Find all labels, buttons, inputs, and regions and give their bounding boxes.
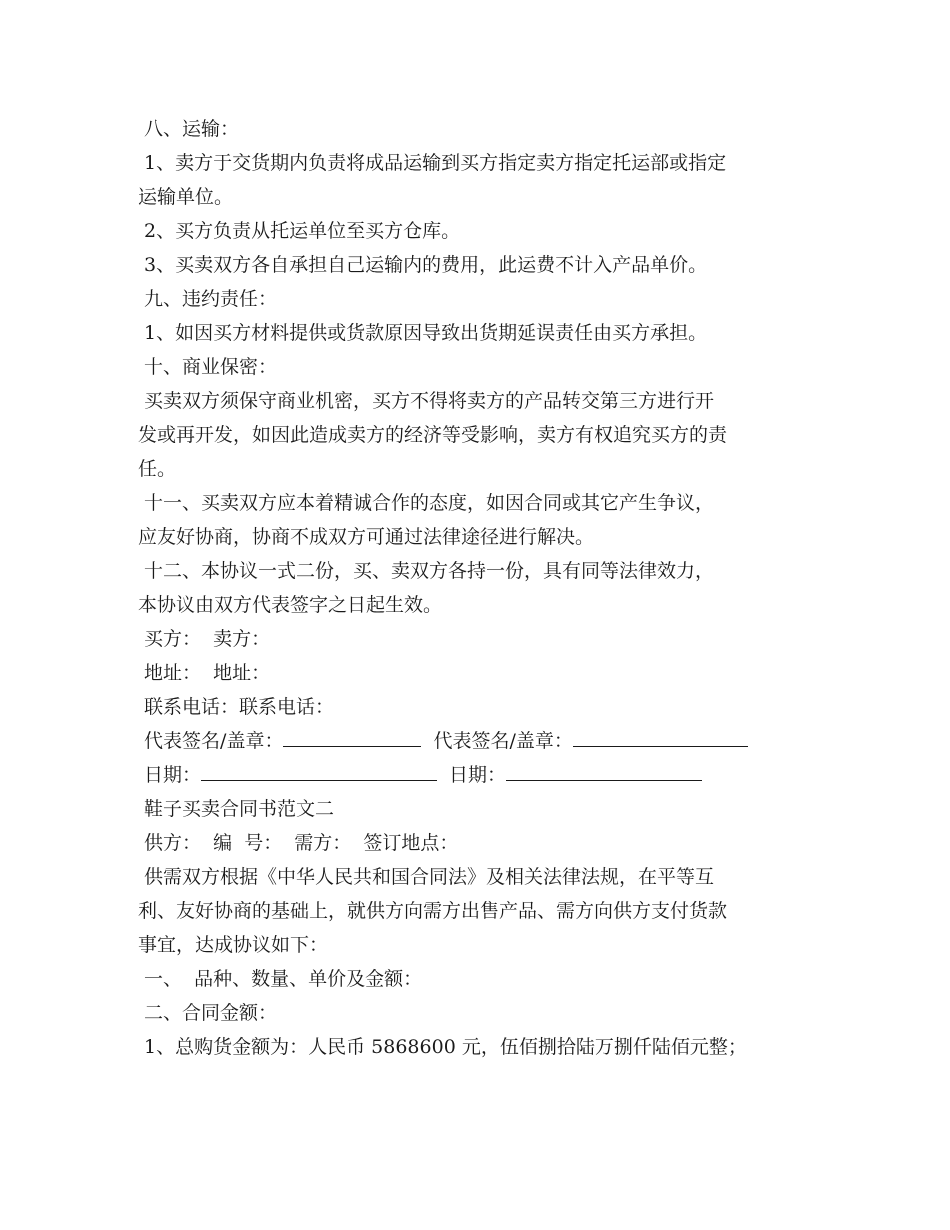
seller-date-blank: [506, 758, 702, 781]
date-row: [138, 758, 814, 792]
paragraph-line: 买卖双方须保守商业机密，买方不得将卖方的产品转交第三方进行开: [138, 390, 715, 412]
paragraph-line: 事宜，达成协议如下：: [138, 934, 329, 956]
section-heading-breach: 九、违约责任：: [138, 288, 278, 310]
section-heading-amount: 二、合同金额：: [138, 1002, 278, 1024]
phone-row: 联系电话：联系电话：: [138, 696, 335, 718]
paragraph-line: 发或再开发，如因此造成卖方的经济等受影响，卖方有权追究买方的责: [138, 424, 728, 446]
paragraph-line: 1、如因买方材料提供或货款原因导致出货期延误责任由买方承担。: [138, 322, 708, 344]
paragraph-line: 十一、买卖双方应本着精诚合作的态度，如因合同或其它产生争议，: [138, 492, 715, 514]
seller-signature-blank: [573, 724, 748, 747]
paragraph-line: 十二、本协议一式二份，买、卖双方各持一份，具有同等法律效力，: [138, 560, 715, 582]
buyer-signature-blank: [283, 724, 421, 747]
paragraph-line: 1、卖方于交货期内负责将成品运输到买方指定卖方指定托运部或指定: [138, 152, 727, 174]
address-row: 地址： 地址：: [138, 662, 271, 684]
section-heading-items: 一、 品种、数量、单价及金额：: [138, 968, 423, 990]
parties-header-row: 供方： 编 号： 需方： 签订地点：: [138, 832, 459, 854]
section-heading-confidentiality: 十、商业保密：: [138, 356, 278, 378]
paragraph-line: 运输单位。: [138, 186, 234, 208]
signature-row: [138, 724, 814, 758]
buyer-date-blank: [201, 758, 437, 781]
paragraph-line: 2、买方负责从托运单位至买方仓库。: [138, 220, 461, 242]
document-title: 鞋子买卖合同书范文二: [138, 798, 335, 820]
paragraph-line: 本协议由双方代表签字之日起生效。: [138, 594, 443, 616]
paragraph-line: 3、买卖双方各自承担自己运输内的费用，此运费不计入产品单价。: [138, 254, 708, 276]
contract-page: [138, 112, 814, 1064]
paragraph-line: 任。: [138, 458, 177, 480]
paragraph-line: 应友好协商，协商不成双方可通过法律途径进行解决。: [138, 526, 595, 548]
paragraph-line: 1、总购货金额为：人民币 5868600 元，伍佰捌拾陆万捌仟陆佰元整；: [138, 1036, 747, 1058]
buyer-date-label: 日期：: [138, 764, 202, 786]
paragraph-line: 供需双方根据《中华人民共和国合同法》及相关法律法规，在平等互: [138, 866, 715, 888]
party-row: 买方： 卖方：: [138, 628, 271, 650]
section-heading-transport: 八、运输：: [138, 118, 240, 140]
paragraph-line: 利、友好协商的基础上，就供方向需方出售产品、需方向供方支付货款: [138, 900, 728, 922]
buyer-signature-label: 代表签名/盖章：: [138, 730, 284, 752]
seller-signature-label: 代表签名/盖章：: [433, 730, 573, 752]
seller-date-label: 日期：: [449, 764, 507, 786]
